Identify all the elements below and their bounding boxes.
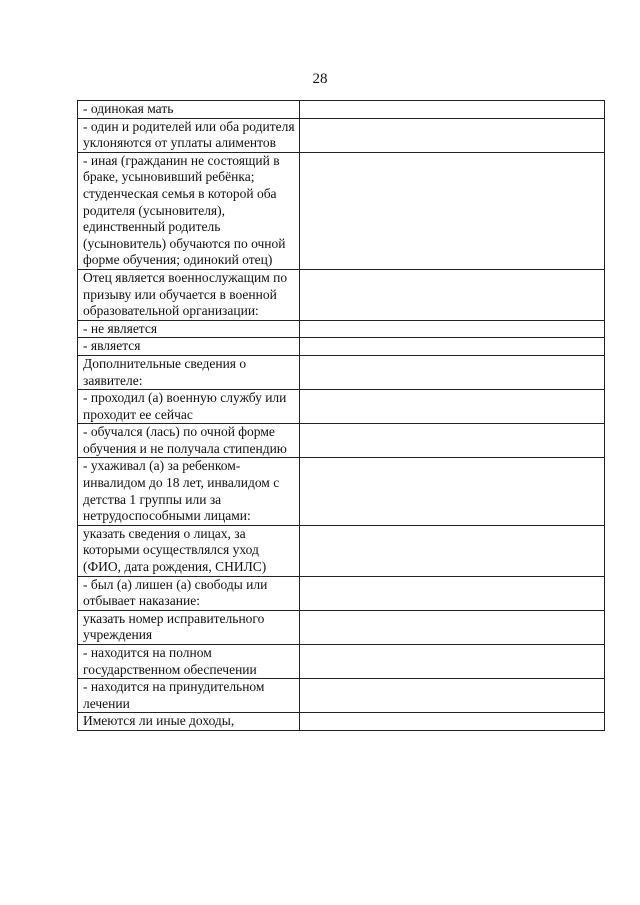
row-value — [300, 269, 605, 320]
row-label: указать сведения о лицах, за которыми осуществлялся уход (ФИО, дата рождения, СНИЛС) — [78, 525, 300, 576]
row-value — [300, 118, 605, 152]
row-value — [300, 458, 605, 525]
table-row — [78, 269, 605, 320]
row-label: - ухаживал (а) за ребенком-инвалидом до 18 лет, инвалидом с детства 1 группы или за нетрудоспособными лицами: — [78, 458, 300, 525]
row-label: - один и родителей или оба родителя уклоняются от уплаты алиментов — [78, 118, 300, 152]
table-row — [78, 645, 605, 679]
table-row — [78, 576, 605, 610]
row-label: - является — [78, 338, 300, 356]
table-row — [78, 338, 605, 356]
table-row — [78, 610, 605, 644]
table-row — [78, 101, 605, 119]
row-value — [300, 610, 605, 644]
row-value — [300, 390, 605, 424]
row-label: Отец является военнослужащим по призыву или обучается в военной образовательной организации: — [78, 269, 300, 320]
row-label: Дополнительные сведения о заявителе: — [78, 355, 300, 389]
row-value — [300, 424, 605, 458]
row-label: - находится на полном государственном обеспечении — [78, 645, 300, 679]
table-row — [78, 713, 605, 731]
row-label: указать номер исправительного учреждения — [78, 610, 300, 644]
table-row — [78, 355, 605, 389]
table-row — [78, 458, 605, 525]
row-value — [300, 152, 605, 269]
row-value — [300, 338, 605, 356]
form-table — [77, 100, 605, 731]
table-row — [78, 679, 605, 713]
table-row — [78, 118, 605, 152]
row-value — [300, 679, 605, 713]
row-label: - одинокая мать — [78, 101, 300, 119]
row-label: - был (а) лишен (а) свободы или отбывает наказание: — [78, 576, 300, 610]
row-label: - иная (гражданин не состоящий в браке, усыновивший ребёнка; студенческая семья в которой оба родителя (усыновителя), единственный родитель (усыновитель) обучаются по очной форме обучения; одинокий отец) — [78, 152, 300, 269]
table-row — [78, 320, 605, 338]
row-label: - обучался (лась) по очной форме обучения и не получала стипендию — [78, 424, 300, 458]
row-value — [300, 713, 605, 731]
row-value — [300, 101, 605, 119]
table-row — [78, 390, 605, 424]
row-value — [300, 645, 605, 679]
row-value — [300, 355, 605, 389]
table-row — [78, 424, 605, 458]
row-label: Имеются ли иные доходы, — [78, 713, 300, 731]
row-value — [300, 320, 605, 338]
row-value — [300, 525, 605, 576]
table-row — [78, 525, 605, 576]
table-row — [78, 152, 605, 269]
row-value — [300, 576, 605, 610]
row-label: - проходил (а) военную службу или проходит ее сейчас — [78, 390, 300, 424]
row-label: - не является — [78, 320, 300, 338]
row-label: - находится на принудительном лечении — [78, 679, 300, 713]
page-number: 28 — [312, 71, 328, 87]
